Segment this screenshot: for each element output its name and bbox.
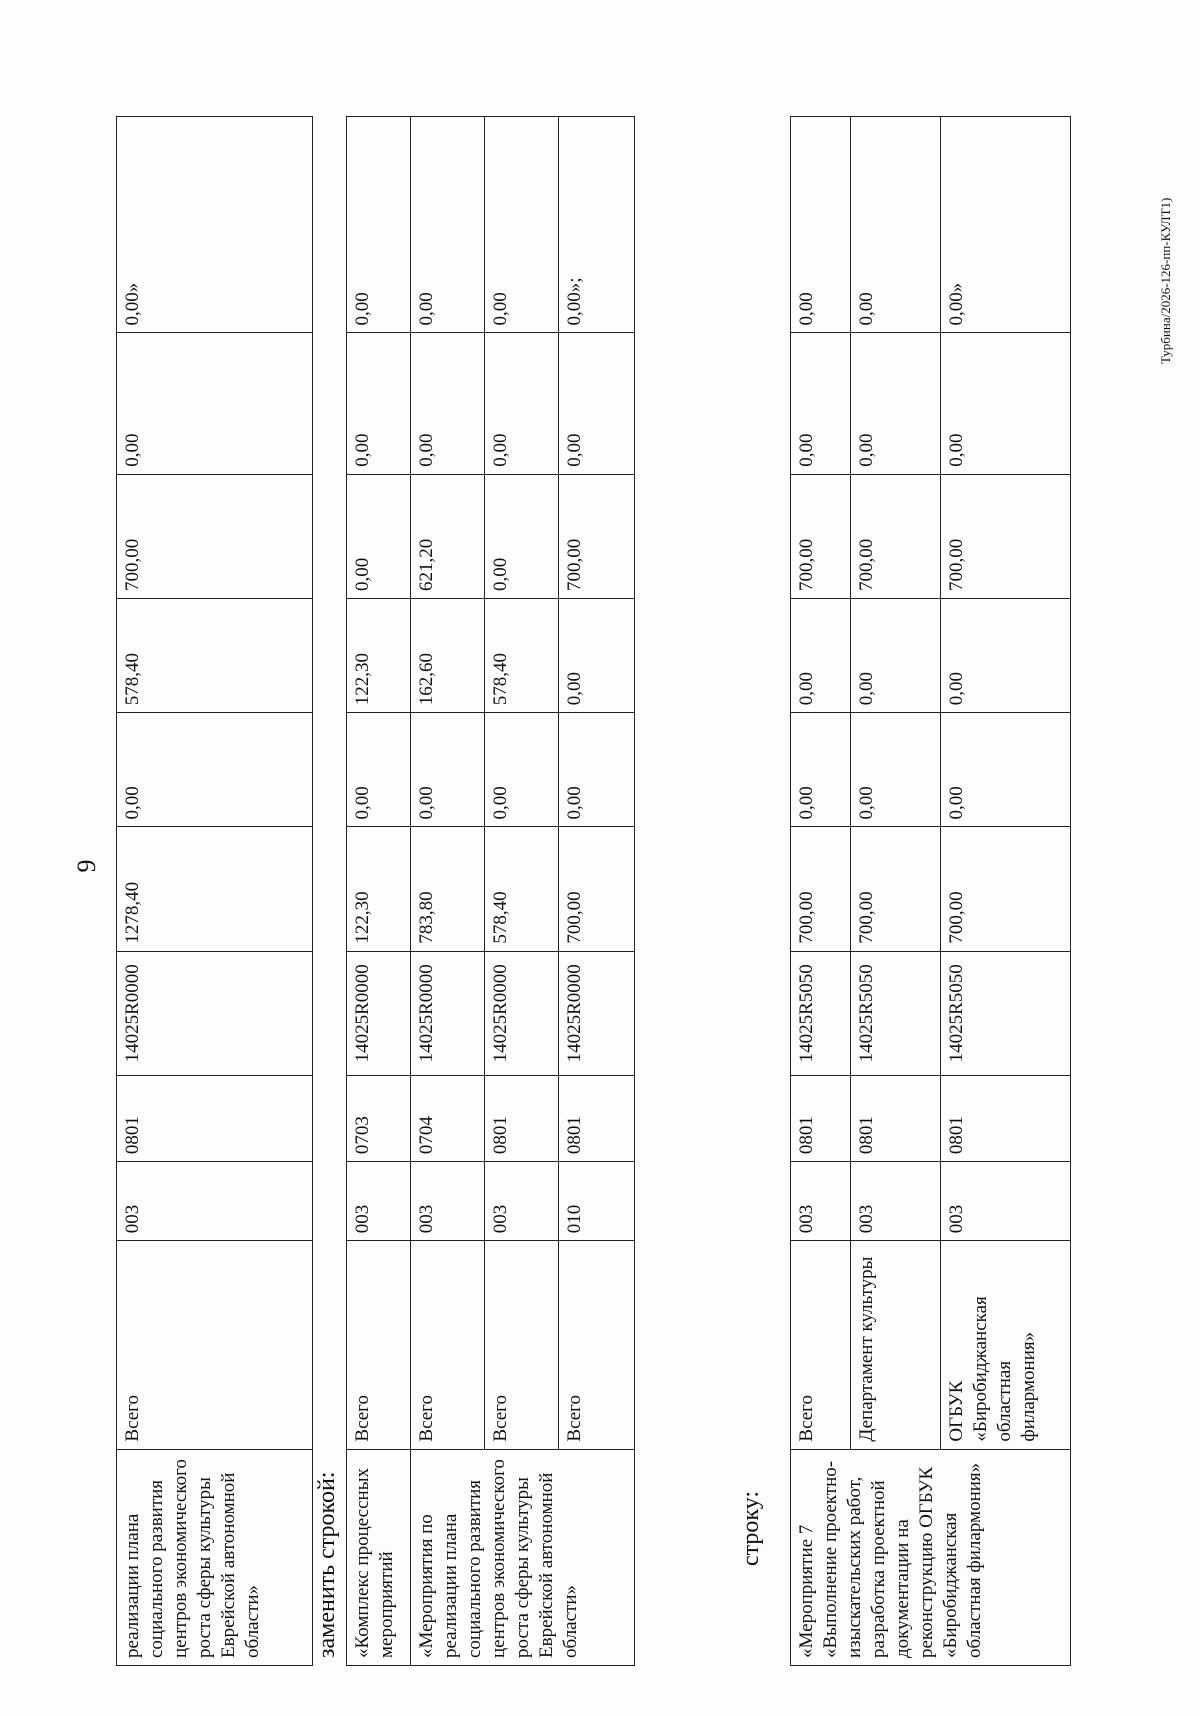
cell-y2026: 0,00 [791,599,851,713]
cell-y2028: 0,00 [347,333,411,474]
page-number: 9 [72,859,101,873]
cell-grbs: 010 [559,1162,635,1241]
cell-name: реализации плана социального развития центров экономического роста сферы культуры Еврейской автономной области» [117,1449,313,1665]
cell-y2025: 0,00 [791,713,851,827]
cell-source: Департамент культуры [851,1241,941,1449]
cell-grbs: 003 [791,1162,851,1241]
cell-source: Всего [559,1241,635,1449]
table-row [791,117,851,1666]
cell-rzpr: 0801 [851,1075,941,1161]
cell-rzpr: 0801 [117,1075,313,1161]
cell-y2027: 700,00 [851,474,941,598]
cell-csr: 14025R0000 [347,951,411,1075]
cell-rzpr: 0703 [347,1075,411,1161]
cell-y2029: 0,00 [411,117,485,334]
cell-grbs: 003 [347,1162,411,1241]
document-footer: Турбина/2026-126-пп-КУЛТ1) [1158,197,1173,364]
cell-y2026: 162,60 [411,599,485,713]
table-row [941,117,1071,1666]
cell-y2025: 0,00 [851,713,941,827]
cell-rzpr: 0801 [941,1075,1071,1161]
cell-rzpr: 0801 [791,1075,851,1161]
cell-total: 700,00 [941,827,1071,951]
cell-y2029: 0,00» [941,117,1071,334]
cell-csr: 14025R5050 [941,951,1071,1075]
cell-grbs: 003 [485,1162,559,1241]
table-new-line [790,116,1071,1666]
cell-source: ОГБУК «Биробиджанская областная филармония» [941,1241,1071,1449]
cell-grbs: 003 [411,1162,485,1241]
cell-y2029: 0,00 [485,117,559,334]
cell-y2026: 578,40 [485,599,559,713]
table-replacement [346,116,635,1666]
cell-y2028: 0,00 [117,333,313,474]
table-continuation [116,116,313,1666]
cell-y2025: 0,00 [411,713,485,827]
cell-total: 122,30 [347,827,411,951]
cell-y2026: 122,30 [347,599,411,713]
cell-source: Всего [485,1241,559,1449]
cell-total: 1278,40 [117,827,313,951]
cell-y2026: 0,00 [559,599,635,713]
cell-y2029: 0,00 [347,117,411,334]
cell-source: Всего [347,1241,411,1449]
cell-y2025: 0,00 [559,713,635,827]
cell-y2027: 700,00 [559,474,635,598]
cell-y2028: 0,00 [559,333,635,474]
cell-csr: 14025R0000 [485,951,559,1075]
cell-y2028: 0,00 [791,333,851,474]
table-row [851,117,941,1666]
cell-grbs: 003 [941,1162,1071,1241]
cell-y2028: 0,00 [411,333,485,474]
cell-grbs: 003 [117,1162,313,1241]
cell-y2029: 0,00»; [559,117,635,334]
cell-total: 783,80 [411,827,485,951]
table-row [411,117,485,1666]
cell-y2027: 0,00 [485,474,559,598]
cell-total: 700,00 [791,827,851,951]
cell-y2027: 700,00 [117,474,313,598]
cell-total: 700,00 [559,827,635,951]
cell-name: «Мероприятия по реализации плана социального развития центров экономического роста сферы культуры Еврейской автономной области» [411,1449,635,1665]
cell-source: Всего [791,1241,851,1449]
cell-y2028: 0,00 [851,333,941,474]
cell-total: 578,40 [485,827,559,951]
cell-y2028: 0,00 [941,333,1071,474]
cell-y2027: 700,00 [791,474,851,598]
cell-y2028: 0,00 [485,333,559,474]
cell-csr: 14025R0000 [411,951,485,1075]
cell-grbs: 003 [851,1162,941,1241]
cell-y2026: 0,00 [941,599,1071,713]
table-row [485,117,559,1666]
table-row [347,117,411,1666]
cell-source: Всего [117,1241,313,1449]
cell-y2026: 578,40 [117,599,313,713]
cell-rzpr: 0801 [559,1075,635,1161]
cell-y2026: 0,00 [851,599,941,713]
cell-y2025: 0,00 [485,713,559,827]
cell-name: «Мероприятие 7 «Выполнение проектно-изыскательских работ, разработка проектной документации на реконструкцию ОГБУК «Биробиджанская областная филармония» [791,1449,1071,1665]
cell-total: 700,00 [851,827,941,951]
caption-line: строку: [738,1490,764,1566]
cell-y2029: 0,00 [851,117,941,334]
cell-rzpr: 0704 [411,1075,485,1161]
cell-source: Всего [411,1241,485,1449]
cell-y2029: 0,00» [117,117,313,334]
cell-csr: 14025R0000 [559,951,635,1075]
cell-y2027: 700,00 [941,474,1071,598]
cell-y2029: 0,00 [791,117,851,334]
cell-csr: 14025R0000 [117,951,313,1075]
cell-rzpr: 0801 [485,1075,559,1161]
caption-replace: заменить строкой: [314,1471,340,1658]
cell-name: «Комплекс процессных мероприятий [347,1449,411,1665]
table-row [117,117,313,1666]
cell-y2025: 0,00 [347,713,411,827]
cell-y2025: 0,00 [117,713,313,827]
cell-csr: 14025R5050 [851,951,941,1075]
cell-y2025: 0,00 [941,713,1071,827]
cell-y2027: 0,00 [347,474,411,598]
table-row [559,117,635,1666]
cell-y2027: 621,20 [411,474,485,598]
cell-csr: 14025R5050 [791,951,851,1075]
